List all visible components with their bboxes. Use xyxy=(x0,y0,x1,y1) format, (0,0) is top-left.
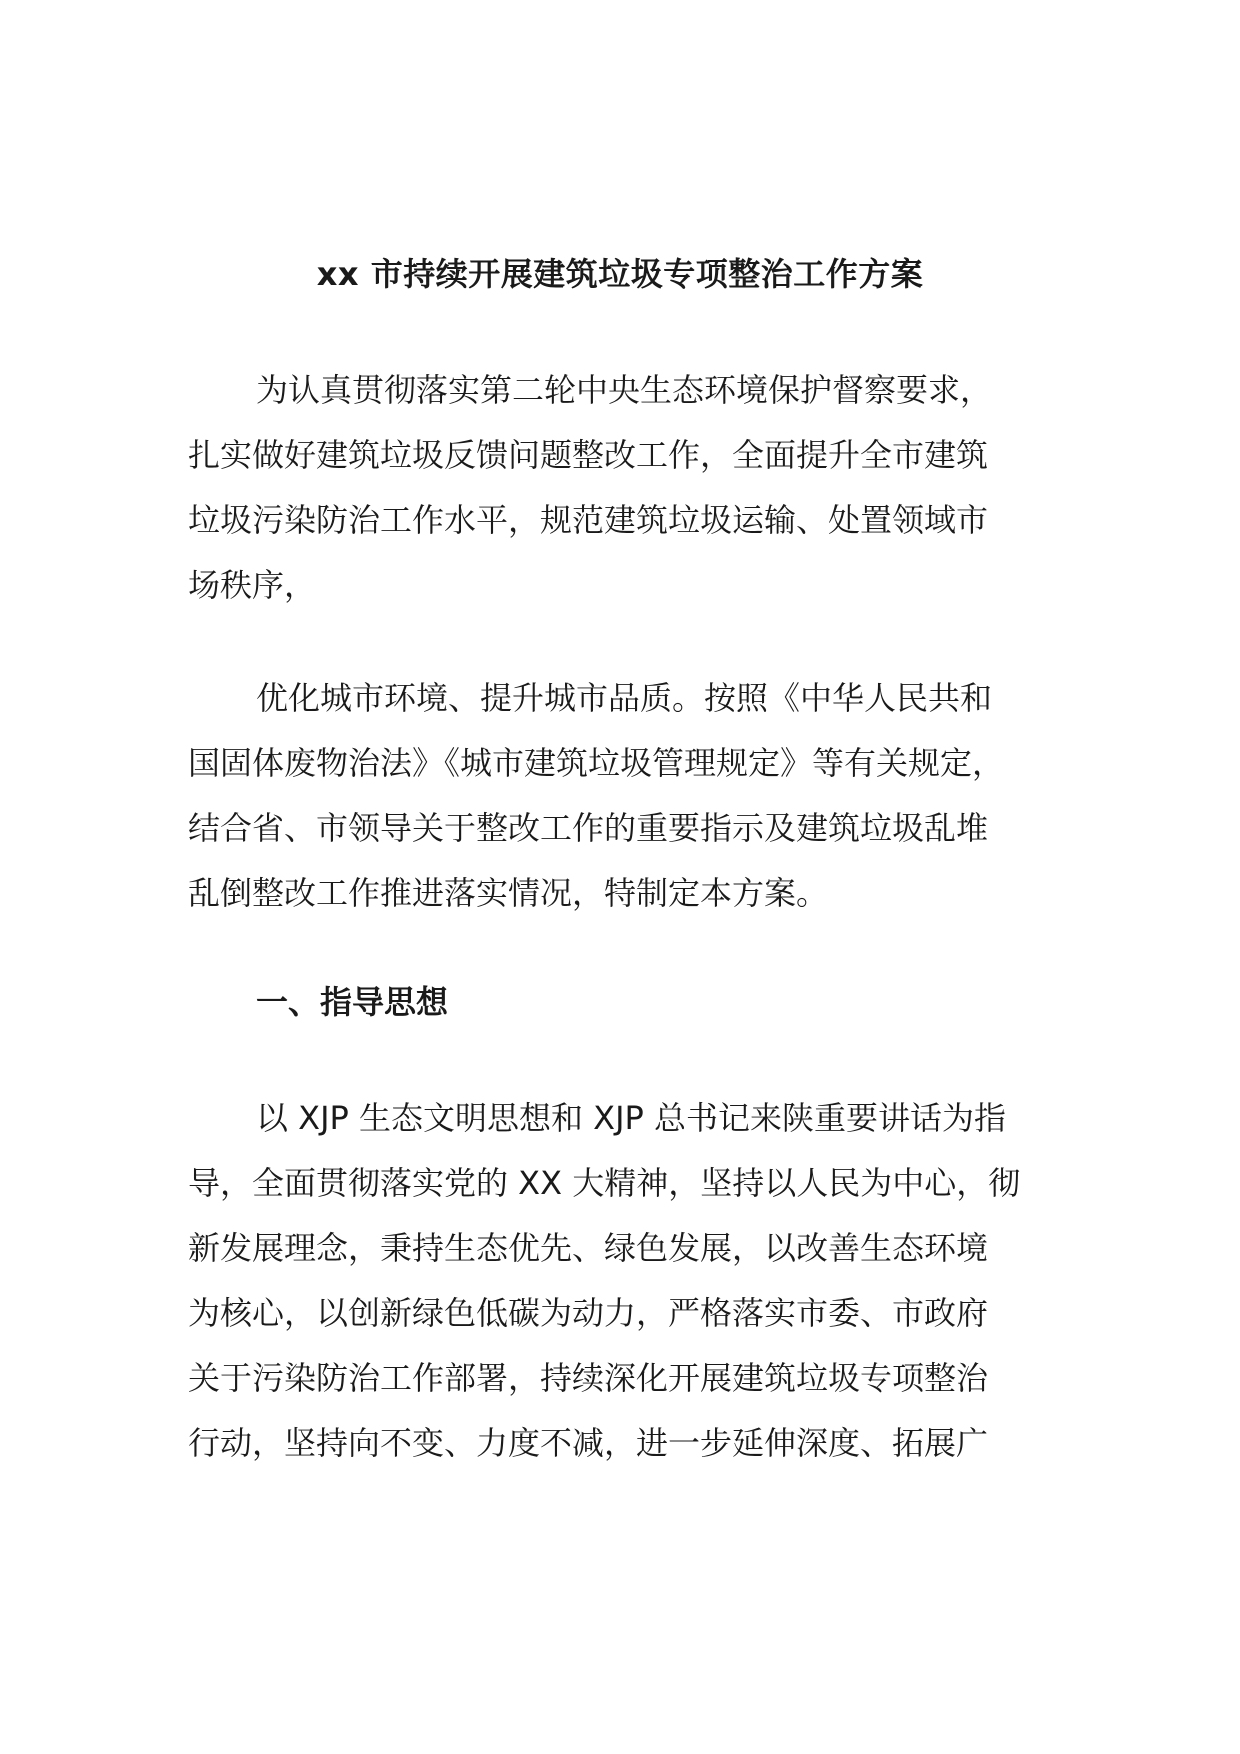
paragraph-line: 关于污染防治工作部署，持续深化开展建筑垃圾专项整治 xyxy=(188,1359,989,1397)
paragraph-line: 国固体废物治法》《城市建筑垃圾管理规定》等有关规定， xyxy=(188,744,1005,782)
paragraph-guiding-ideology xyxy=(188,1086,1068,1476)
section-heading: 一、指导思想 xyxy=(256,983,449,1021)
document-title: xx 市持续开展建筑垃圾专项整治工作方案 xyxy=(316,255,924,293)
paragraph-line: 优化城市环境、提升城市品质。按照《中华人民共和 xyxy=(256,679,993,717)
paragraph-line: 为核心，以创新绿色低碳为动力，严格落实市委、市政府 xyxy=(188,1294,989,1332)
paragraph-intro xyxy=(188,358,1068,618)
paragraph-line: 导，全面贯彻落实党的 XX 大精神，坚持以人民为中心，彻 xyxy=(188,1164,1021,1202)
paragraph-line: 以 XJP 生态文明思想和 XJP 总书记来陕重要讲话为指 xyxy=(256,1099,1007,1137)
paragraph-line: 行动，坚持向不变、力度不减，进一步延伸深度、拓展广 xyxy=(188,1424,989,1462)
paragraph-line: 乱倒整改工作推进落实情况，特制定本方案。 xyxy=(188,874,829,912)
paragraph-line: 为认真贯彻落实第二轮中央生态环境保护督察要求， xyxy=(256,371,993,409)
paragraph-line: 场秩序， xyxy=(188,566,317,604)
paragraph-line: 垃圾污染防治工作水平，规范建筑垃圾运输、处置领域市 xyxy=(188,501,989,539)
paragraph-line: 扎实做好建筑垃圾反馈问题整改工作，全面提升全市建筑 xyxy=(188,436,989,474)
paragraph-line: 新发展理念，秉持生态优先、绿色发展，以改善生态环境 xyxy=(188,1229,989,1267)
paragraph-basis xyxy=(188,666,1068,926)
paragraph-line: 结合省、市领导关于整改工作的重要指示及建筑垃圾乱堆 xyxy=(188,809,989,847)
